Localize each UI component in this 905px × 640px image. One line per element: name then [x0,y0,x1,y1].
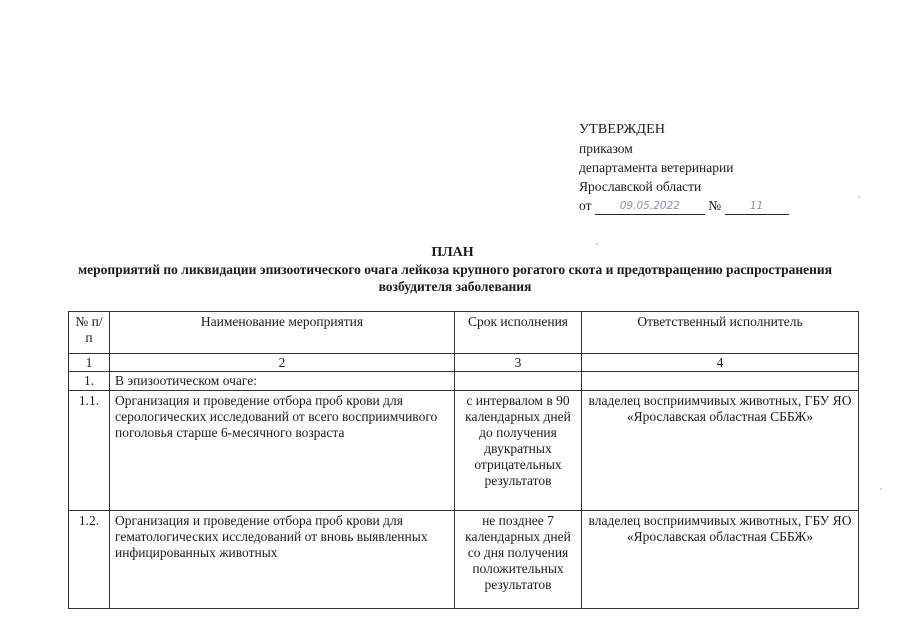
approval-number-field: 11 [725,199,789,215]
row-name: Организация и проведение отбора проб крови для гематологических исследований от вновь выявленных инфицированных животных [110,511,455,609]
section-num: 1. [69,372,110,391]
table-section-row [69,372,859,391]
index-cell: 4 [582,354,859,372]
row-num: 1.1. [69,391,110,511]
approval-date-number-line [579,196,839,215]
approval-line-order: приказом [579,141,633,156]
approval-date-field: 09.05.2022 [595,199,705,215]
row-num: 1.2. [69,511,110,609]
section-empty-cell [582,372,859,391]
header-term: Срок исполнения [455,312,582,354]
scan-speck [596,243,598,245]
approval-number-label: № [708,198,722,213]
approval-from-label: от [579,198,592,213]
document-title: ПЛАН [431,245,474,260]
row-responsible: владелец восприимчивых животных, ГБУ ЯО «Ярославская областная СББЖ» [582,391,859,511]
approval-line-department: департамента ветеринарии [579,160,734,175]
scan-speck [880,488,882,490]
row-term: не позднее 7 календарных дней со дня получения положительных результатов [455,511,582,609]
row-responsible: владелец восприимчивых животных, ГБУ ЯО «Ярославская областная СББЖ» [582,511,859,609]
header-num: № п/п [69,312,110,354]
table-index-row [69,354,859,372]
index-cell: 2 [110,354,455,372]
section-empty-cell [455,372,582,391]
plan-table [68,311,859,609]
document-subtitle: мероприятий по ликвидации эпизоотического очага лейкоза крупного рогатого скота и предотвращению распространения возбудителя заболевания [77,262,833,294]
table-row [69,391,859,511]
section-title: В эпизоотическом очаге: [110,372,455,391]
table-header-row [69,312,859,354]
header-name: Наименование мероприятия [110,312,455,354]
row-term: с интервалом в 90 календарных дней до получения двукратных отрицательных результатов [455,391,582,511]
row-name: Организация и проведение отбора проб крови для серологических исследований от всего восприимчивого поголовья старше 6-месячного возраста [110,391,455,511]
table-row [69,511,859,609]
index-cell: 1 [69,354,110,372]
header-responsible: Ответственный исполнитель [582,312,859,354]
index-cell: 3 [455,354,582,372]
scan-speck [858,196,860,198]
approval-block [579,120,839,215]
approval-line-region: Ярославской области [579,179,702,194]
approval-title: УТВЕРЖДЕН [579,122,666,137]
